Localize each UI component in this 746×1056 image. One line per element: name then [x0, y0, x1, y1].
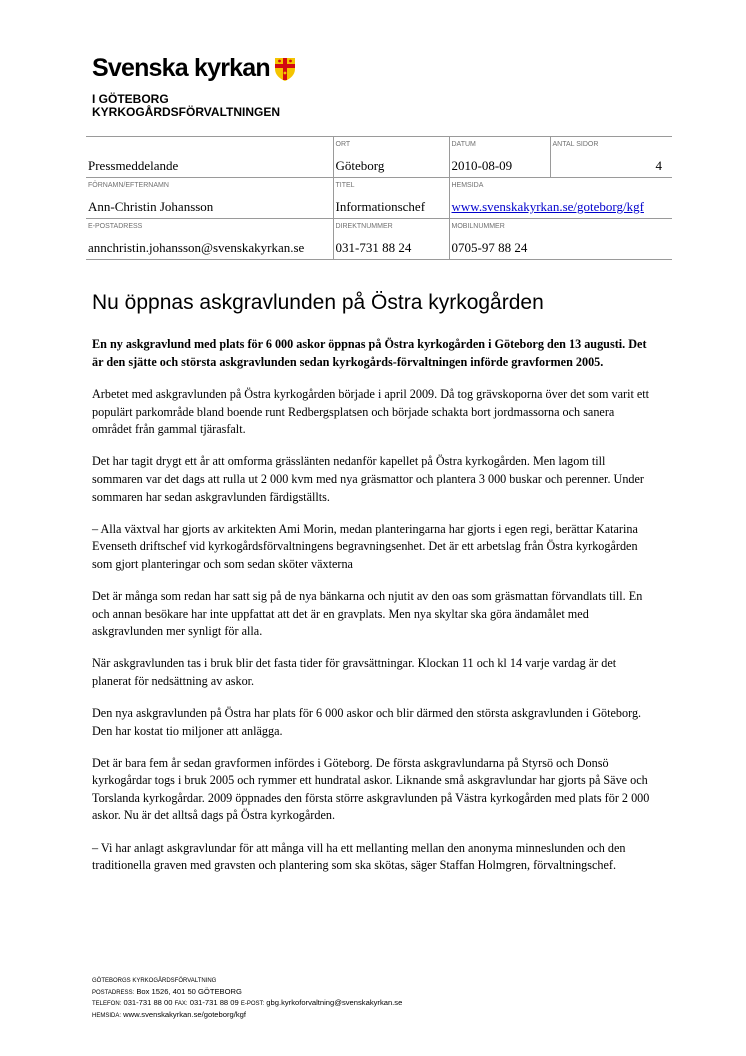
doc-type: Pressmeddelande: [88, 158, 179, 173]
antal-cell: [550, 137, 672, 178]
direkt-label: DIREKTNUMMER: [335, 223, 393, 230]
page-footer: [92, 975, 402, 1021]
footer-fax: 031-731 88 09: [189, 998, 239, 1008]
epost-label: E-POSTADRESS: [88, 223, 143, 230]
logo-line-2: KYRKOGÅRDSFÖRVALTNINGEN: [92, 105, 281, 119]
footer-epost-label: E-POST:: [240, 1001, 265, 1008]
header-row: [86, 219, 672, 260]
page-title: Nu öppnas askgravlunden på Östra kyrkogården: [92, 291, 544, 314]
doc-type-cell: [86, 137, 333, 178]
namn-label: FÖRNAMN/EFTERNAMN: [88, 182, 169, 189]
logo-line-1: I GÖTEBORG: [92, 92, 169, 106]
datum-label: DATUM: [451, 141, 476, 148]
titel-label: TITEL: [335, 182, 355, 189]
header-table: [86, 136, 672, 260]
footer-tel-label: TELEFON:: [92, 1001, 122, 1008]
direkt-cell: [333, 219, 449, 260]
paragraph: Det är bara fem år sedan gravformen infördes i Göteborg. De första askgravlundarna på Styrsö och Donsö kyrkogårdar togs i bruk 2005 och rymmer ett hundratal askor. Liknande små askgravlundar har gjorts på Säve och Torslanda kyrkogårdar. 2009 öppnades den första större askgravlunden på Västra kyrkogården med plats för 2 000 askor. Nu är det alltså dags på Östra kyrkogården.: [92, 755, 650, 823]
paragraph: – Alla växtval har gjorts av arkitekten Ami Morin, medan planteringarna har gjorts i egen regi, berättar Katarina Evenseth driftschef vid kyrkogårdsförvaltningens begravningsenhet. Det är ett arbetslag från Östra kyrkogården som gjort planteringar och som sedan sköter växterna: [92, 521, 638, 571]
paragraph: Den nya askgravlunden på Östra har plats för 6 000 askor och blir därmed den största askgravlunden i Göteborg. Den har kostat tio miljoner att anlägga.: [92, 706, 642, 738]
hemsida-label: HEMSIDA: [451, 182, 484, 189]
church-crest-icon: [273, 56, 297, 87]
antal-label: ANTAL SIDOR: [552, 141, 599, 148]
logo-brand: Svenska kyrkan: [92, 54, 270, 82]
titel-cell: [333, 178, 449, 219]
header-row: [86, 137, 672, 178]
footer-post: Box 1526, 401 50 GÖTEBORG: [136, 986, 242, 996]
datum-cell: [449, 137, 550, 178]
header-row: [86, 178, 672, 219]
footer-hemsida-label: HEMSIDA:: [92, 1012, 122, 1019]
footer-epost: gbg.kyrkoforvaltning@svenskakyrkan.se: [266, 998, 403, 1008]
namn-value: Ann-Christin Johansson: [88, 199, 214, 214]
ort-cell: [333, 137, 449, 178]
mobil-value: 0705-97 88 24: [451, 240, 528, 255]
paragraph: – Vi har anlagt askgravlundar för att många vill ha ett mellanting mellan den anonyma minneslunden och den traditionella graven med gravsten och plantering som ska skötas, säger Staffan Holmgren, förvaltningschef.: [92, 840, 626, 873]
article-body: [92, 336, 652, 889]
footer-org: GÖTEBORGS KYRKOGÅRDSFÖRVALTNING: [92, 978, 217, 984]
hemsida-cell: [449, 178, 672, 219]
paragraph: Det har tagit drygt ett år att omforma grässlänten nedanför kapellet på Östra kyrkogården. Men lagom till sommaren var det dags att rulla ut 2 000 kvm med nya gräsmattor och plantera 3 000 buskar och perenner. Under sommaren har sedan askgravlunden färdigställts.: [92, 454, 644, 504]
logo-subtitle: [92, 93, 297, 119]
logo: [92, 54, 297, 119]
epost-cell: [86, 219, 333, 260]
paragraph: När askgravlunden tas i bruk blir det fasta tider för gravsättningar. Klockan 11 och kl 14 varje vardag är det planerat för nedsättning av askor.: [92, 656, 617, 688]
ort-label: ORT: [335, 141, 351, 148]
footer-fax-label: FAX:: [174, 1001, 188, 1008]
lead-paragraph: En ny askgravlund med plats för 6 000 askor öppnas på Östra kyrkogården i Göteborg den 13 augusti. Det är den sjätte och största askgravlunden sedan kyrkogårds-förvaltningen införde gravformen 2005.: [92, 337, 647, 369]
antal-value: 4: [655, 158, 662, 173]
mobil-cell: [449, 219, 672, 260]
paragraph: Det är många som redan har satt sig på de nya bänkarna och njutit av den oas som gräsmattan förvandlats till. En och annan besökare har inte uppfattat att det är en gravplats. Men nya skyltar ska göra ändamålet med askgravlunden mer synligt för alla.: [92, 589, 643, 639]
epost-value: annchristin.johansson@svenskakyrkan.se: [88, 240, 305, 255]
datum-value: 2010-08-09: [451, 158, 513, 173]
footer-tel: 031-731 88 00: [123, 998, 173, 1008]
direkt-value: 031-731 88 24: [335, 240, 412, 255]
namn-cell: [86, 178, 333, 219]
titel-value: Informationschef: [335, 199, 426, 214]
footer-post-label: POSTADRESS:: [92, 989, 135, 996]
mobil-label: MOBILNUMMER: [451, 223, 505, 230]
ort-value: Göteborg: [335, 158, 385, 173]
footer-hemsida: www.svenskakyrkan.se/goteborg/kgf: [123, 1009, 246, 1019]
paragraph: Arbetet med askgravlunden på Östra kyrkogården började i april 2009. Då tog grävskoporna över det som varit ett populärt parkområde bland boende runt Redbergsplatsen och började schakta bort jordmassorna och sanera området från gammal tjärasfalt.: [92, 387, 650, 437]
hemsida-link[interactable]: www.svenskakyrkan.se/goteborg/kgf: [451, 199, 644, 214]
